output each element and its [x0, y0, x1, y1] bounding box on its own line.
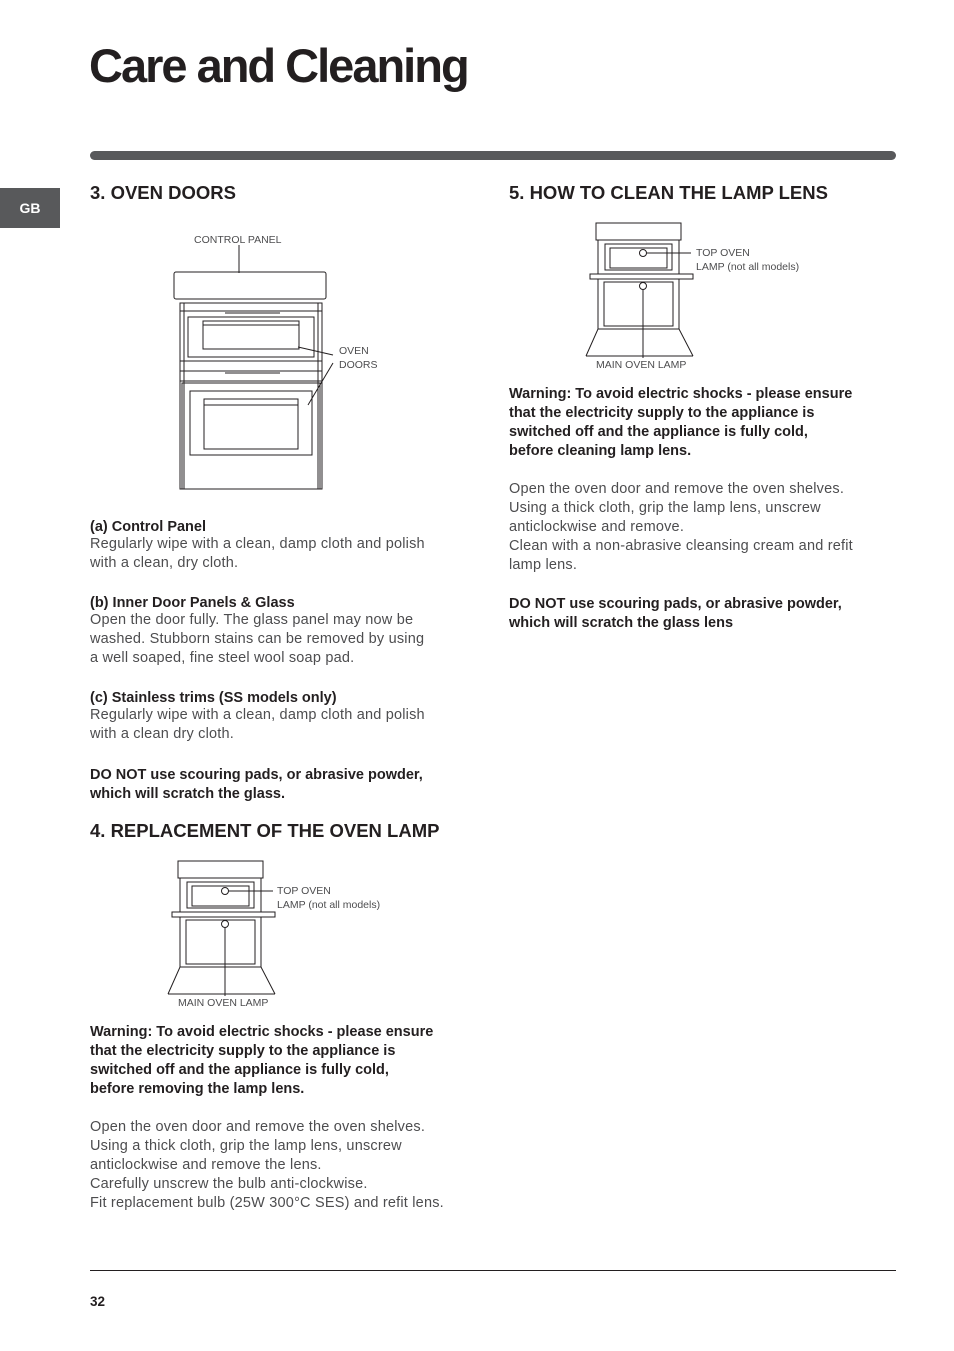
- warning-line: Warning: To avoid electric shocks - please ensure: [509, 386, 853, 402]
- stainless-trims-subheading: (c) Stainless trims (SS models only): [90, 690, 337, 706]
- warning-line: DO NOT use scouring pads, or abrasive powder,: [90, 767, 423, 783]
- body-line: with a clean dry cloth.: [90, 726, 235, 742]
- body-line: Regularly wipe with a clean, damp cloth and polish: [90, 707, 425, 723]
- body-line: Open the oven door and remove the oven shelves.: [90, 1119, 426, 1135]
- warning-line: Warning: To avoid electric shocks - please ensure: [90, 1024, 434, 1040]
- section-heading-clean-lamp-lens: 5. HOW TO CLEAN THE LAMP LENS: [509, 182, 828, 203]
- body-line: anticlockwise and remove.: [509, 519, 685, 535]
- body-line: Using a thick cloth, grip the lamp lens, unscrew: [509, 500, 821, 516]
- main-oven-lamp-label: MAIN OVEN LAMP: [596, 359, 687, 371]
- lens-scratch-warning: [509, 595, 894, 633]
- glass-warning: [90, 766, 470, 804]
- warning-line: which will scratch the glass lens: [509, 615, 734, 631]
- lamp-diagram-right: [584, 222, 699, 358]
- clean-lens-instructions: [509, 480, 894, 575]
- replace-lamp-warning: [90, 1023, 475, 1099]
- warning-line: that the electricity supply to the appliance is: [90, 1043, 396, 1059]
- control-panel-block: [90, 519, 470, 573]
- warning-line: DO NOT use scouring pads, or abrasive powder,: [509, 596, 842, 612]
- top-oven-lamp-label: [696, 246, 799, 274]
- body-line: Regularly wipe with a clean, damp cloth and polish: [90, 536, 425, 552]
- warning-line: that the electricity supply to the appliance is: [509, 405, 815, 421]
- inner-door-subheading: (b) Inner Door Panels & Glass: [90, 595, 295, 611]
- lamp-diagram-left: [166, 860, 281, 996]
- warning-line: before cleaning lamp lens.: [509, 443, 692, 459]
- body-line: Clean with a non-abrasive cleansing cream and refit: [509, 538, 853, 554]
- oven-doors-label-line1: OVEN: [339, 345, 369, 357]
- body-line: Using a thick cloth, grip the lamp lens, unscrew: [90, 1138, 402, 1154]
- body-line: with a clean, dry cloth.: [90, 555, 239, 571]
- top-oven-lamp-line2: LAMP (not all models): [696, 261, 800, 273]
- oven-doors-label: [339, 344, 378, 372]
- body-line: a well soaped, fine steel wool soap pad.: [90, 650, 355, 666]
- warning-line: switched off and the appliance is fully cold,: [509, 424, 808, 440]
- page-title: Care and Cleaning: [89, 39, 468, 92]
- control-panel-subheading: (a) Control Panel: [90, 519, 207, 535]
- body-line: washed. Stubborn stains can be removed by using: [90, 631, 425, 647]
- body-line: Carefully unscrew the bulb anti-clockwise.: [90, 1176, 368, 1192]
- warning-line: which will scratch the glass.: [90, 786, 286, 802]
- body-line: Fit replacement bulb (25W 300°C SES) and refit lens.: [90, 1195, 444, 1211]
- bottom-divider: [90, 1270, 896, 1271]
- control-panel-label: CONTROL PANEL: [194, 234, 282, 246]
- main-oven-lamp-label: MAIN OVEN LAMP: [178, 997, 269, 1009]
- replace-lamp-instructions: [90, 1118, 475, 1213]
- clean-lens-warning: [509, 385, 894, 461]
- top-oven-lamp-line1: TOP OVEN: [696, 247, 750, 259]
- oven-doors-label-line2: DOORS: [339, 359, 378, 371]
- page-number: 32: [90, 1294, 106, 1309]
- top-oven-lamp-line1: TOP OVEN: [277, 885, 331, 897]
- inner-door-block: [90, 595, 470, 668]
- stainless-trims-block: [90, 690, 470, 744]
- body-line: Open the door fully. The glass panel may now be: [90, 612, 414, 628]
- top-oven-lamp-label: [277, 884, 380, 912]
- body-line: lamp lens.: [509, 557, 578, 573]
- warning-line: switched off and the appliance is fully cold,: [90, 1062, 389, 1078]
- top-divider: [90, 151, 896, 160]
- warning-line: before removing the lamp lens.: [90, 1081, 305, 1097]
- section-heading-replace-lamp: 4. REPLACEMENT OF THE OVEN LAMP: [90, 820, 440, 841]
- body-line: Open the oven door and remove the oven shelves.: [509, 481, 845, 497]
- language-tab: GB: [0, 188, 60, 228]
- top-oven-lamp-line2: LAMP (not all models): [277, 899, 381, 911]
- body-line: anticlockwise and remove the lens.: [90, 1157, 322, 1173]
- section-heading-oven-doors: 3. OVEN DOORS: [90, 182, 236, 203]
